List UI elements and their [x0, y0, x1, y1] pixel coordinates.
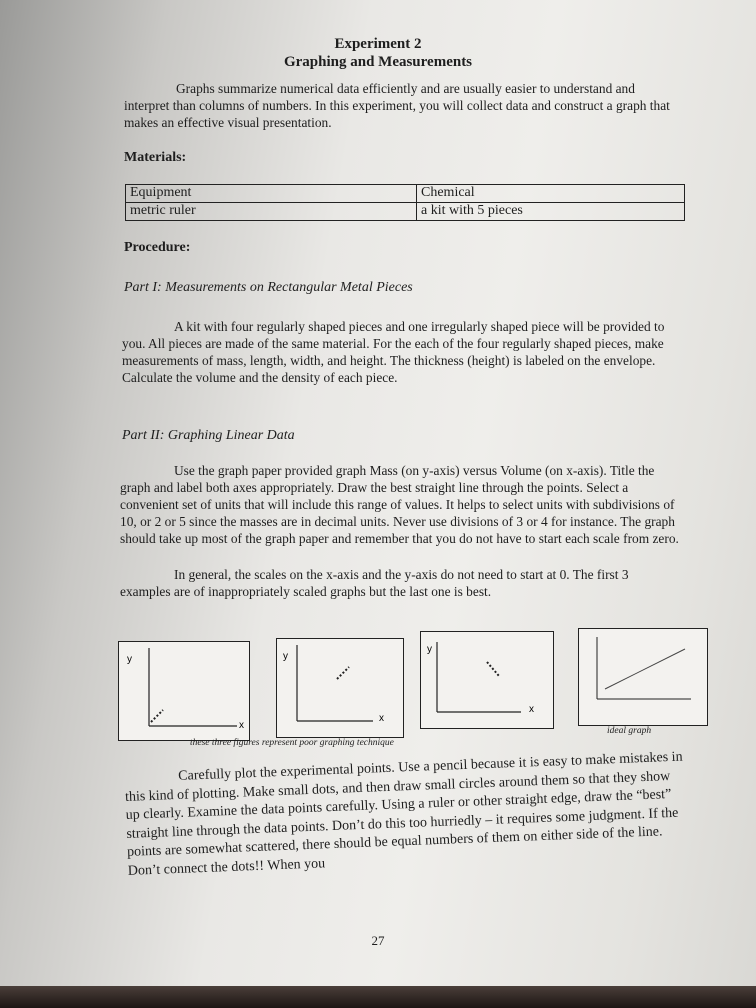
x-axis-label: x	[529, 704, 534, 715]
poor-graph-2	[276, 638, 404, 738]
materials-heading: Materials:	[124, 150, 187, 165]
procedure-heading: Procedure:	[124, 240, 191, 255]
ideal-graph-caption: ideal graph	[607, 726, 652, 736]
experiment-title: Experiment 2	[334, 36, 422, 52]
part2-title: Part II: Graphing Linear Data	[122, 428, 295, 443]
ideal-graph-plot	[579, 629, 707, 725]
poor-graphs-caption: these three figures represent poor graphing technique	[190, 738, 394, 748]
table-header-chemical: Chemical	[417, 185, 685, 203]
page-number: 27	[371, 933, 385, 948]
materials-table	[125, 184, 685, 221]
table-header-row	[126, 185, 685, 203]
x-axis-label: x	[379, 713, 384, 724]
y-axis-label: y	[127, 654, 132, 665]
part1-paragraph: A kit with four regularly shaped pieces and one irregularly shaped piece will be provided to you. All pieces are made of the same material. For the each of the four regularly shaped pieces, make measurements of mass, length, width, and height. The thickness (height) is labeled on the envelope. Calculate the volume and the density of each piece.	[122, 319, 665, 385]
part1-title: Part I: Measurements on Rectangular Metal Pieces	[124, 280, 413, 295]
y-axis-label: y	[283, 651, 288, 662]
poor-graph-1-plot	[119, 642, 249, 740]
part2-paragraph-1: Use the graph paper provided graph Mass (on y-axis) versus Volume (on x-axis). Title the graph and label both axes appropriately. Draw the best straight line through the points. Select a convenient set of units that will include this range of values. It helps to select units with subdivisions of 10, or 2 or 5 since the masses are in decimal units. Never use divisions of 3 or 4 for instance. The graph should take up most of the graph paper and remember that you do not have to start each scale from zero.	[120, 463, 679, 546]
table-surface	[0, 986, 756, 1008]
ideal-graph	[578, 628, 708, 726]
poor-graph-1	[118, 641, 250, 741]
table-row	[126, 203, 685, 221]
intro-paragraph: Graphs summarize numerical data efficiently and are usually easier to understand and interpret than columns of numbers. In this experiment, you will collect data and construct a graph that makes an effective visual presentation.	[124, 81, 670, 130]
table-cell-equipment: metric ruler	[126, 203, 417, 221]
poor-graph-3-plot	[421, 632, 553, 728]
table-header-equipment: Equipment	[126, 185, 417, 203]
closing-paragraph: Carefully plot the experimental points. Use a pencil because it is easy to make mistakes in this kind of plotting. Make small dots, and then draw small circles around them so that they show up clearly. Examine the data points carefully. Using a ruler or other straight edge, draw the “best” straight line through the data points. Don’t do this too hurriedly – it requires some judgment. If the points are somewhat scattered, there should be equal numbers of them on either side of the line. Don’t connect the dots!! When you	[124, 749, 683, 879]
poor-graph-3	[420, 631, 554, 729]
part2-paragraph-2: In general, the scales on the x-axis and the y-axis do not need to start at 0. The first 3 examples are of inappropriately scaled graphs but the last one is best.	[120, 567, 629, 599]
poor-graph-2-plot	[277, 639, 403, 737]
x-axis-label: x	[239, 720, 244, 731]
table-cell-chemical: a kit with 5 pieces	[417, 203, 685, 221]
y-axis-label: y	[427, 644, 432, 655]
experiment-subtitle: Graphing and Measurements	[283, 54, 473, 70]
